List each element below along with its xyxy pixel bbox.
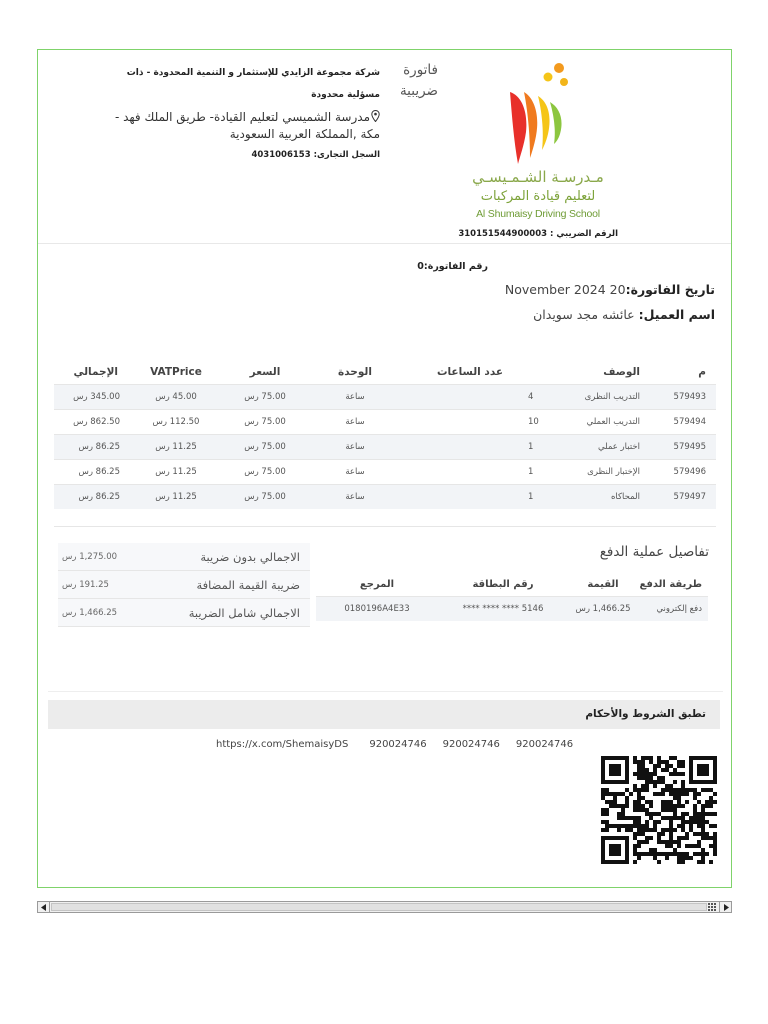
item-desc: الإختبار النظرى xyxy=(587,467,640,477)
item-desc: اختبار عملي xyxy=(597,442,640,452)
item-hours: 10 xyxy=(528,417,539,427)
col-header-price: السعر xyxy=(249,366,281,378)
totals-row xyxy=(58,543,310,571)
scroll-grip-icon xyxy=(707,902,717,912)
cr-number: 4031006153 xyxy=(251,150,311,160)
pay-card: **** **** **** 5146 xyxy=(462,604,544,614)
invoice-date-label: تاريخ الفاتورة: xyxy=(625,282,715,297)
phone-number: 920024746 xyxy=(369,738,427,750)
invoice-number-line xyxy=(288,261,488,272)
items-table-body xyxy=(54,384,716,509)
invoice-number-label: رقم الفاتورة: xyxy=(423,261,488,272)
school-logo xyxy=(468,62,608,220)
invoice-date: 20 November 2024 xyxy=(504,282,626,297)
item-unit: ساعة xyxy=(345,492,365,502)
arrow-left-icon xyxy=(41,904,47,911)
cr-label: السجل التجارى: xyxy=(313,150,380,160)
payment-table xyxy=(316,572,708,621)
item-hours: 1 xyxy=(528,467,534,477)
invoice-number: 0 xyxy=(417,261,424,272)
item-price: 75.00 رس xyxy=(244,442,286,452)
pay-header-ref: المرجع xyxy=(359,578,395,590)
item-vat: 11.25 رس xyxy=(155,442,197,452)
totals-label: الاجمالي شامل الضريبة xyxy=(188,605,300,620)
item-vat: 112.50 رس xyxy=(152,417,200,427)
logo-name-en: Al Shumaisy Driving School xyxy=(476,208,600,220)
totals-value: 1,275.00 رس xyxy=(62,551,118,562)
location-pin-icon xyxy=(371,110,380,122)
logo-subtitle-ar: لتعليم قيادة المركبات xyxy=(480,189,596,204)
item-no: 579496 xyxy=(673,467,706,477)
item-vat: 11.25 رس xyxy=(155,492,197,502)
commercial-register xyxy=(98,150,380,160)
payment-row xyxy=(316,596,708,621)
item-no: 579495 xyxy=(673,442,706,452)
item-hours: 1 xyxy=(528,492,534,502)
scroll-right-button[interactable] xyxy=(719,902,731,912)
document-type: فاتورة ضريبية xyxy=(399,62,438,99)
item-total: 86.25 رس xyxy=(78,467,120,477)
col-header-no: م xyxy=(698,366,706,378)
items-table xyxy=(54,360,716,509)
table-row xyxy=(54,459,716,484)
vat-number: 310151544900003 xyxy=(458,229,548,239)
arrow-right-icon xyxy=(723,904,729,911)
item-vat: 45.00 رس xyxy=(155,392,197,402)
item-no: 579493 xyxy=(673,392,706,402)
logo-name-ar: مـدرسـة الشـمـيسـي xyxy=(472,168,604,186)
pay-header-amount: القيمة xyxy=(587,578,619,590)
col-header-vat: VATPrice xyxy=(150,366,202,378)
totals-table xyxy=(58,543,310,627)
qr-code xyxy=(601,756,717,864)
social-link[interactable]: https://x.com/ShemaisyDS xyxy=(216,738,349,750)
table-row xyxy=(54,484,716,509)
vat-number-line xyxy=(338,229,618,239)
section-divider xyxy=(54,526,716,527)
vat-label: الرقم الضريبي : xyxy=(550,229,618,239)
scroll-left-button[interactable] xyxy=(38,902,50,912)
item-total: 86.25 رس xyxy=(78,442,120,452)
pay-header-method: طريقة الدفع xyxy=(639,578,702,590)
footer-divider xyxy=(48,691,723,692)
horizontal-scrollbar[interactable] xyxy=(37,901,732,913)
item-price: 75.00 رس xyxy=(244,392,286,402)
item-price: 75.00 رس xyxy=(244,467,286,477)
customer-name: عائشه مجد سويدان xyxy=(533,307,635,322)
totals-label: ضريبة القيمة المضافة xyxy=(196,577,300,592)
table-row xyxy=(54,384,716,409)
payment-title: تفاصيل عملية الدفع xyxy=(599,544,709,560)
totals-label: الاجمالي بدون ضريبة xyxy=(200,549,300,564)
item-unit: ساعة xyxy=(345,392,365,402)
items-table-header xyxy=(54,360,716,384)
customer-line xyxy=(533,307,715,322)
item-no: 579497 xyxy=(673,492,706,502)
item-total: 86.25 رس xyxy=(78,492,120,502)
totals-value: 191.25 رس xyxy=(62,579,109,590)
item-price: 75.00 رس xyxy=(244,492,286,502)
item-total: 862.50 رس xyxy=(73,417,120,427)
item-desc: التدريب النظرى xyxy=(584,392,640,402)
item-desc: المحاكاه xyxy=(610,492,640,502)
invoice-frame xyxy=(37,49,732,888)
col-header-desc: الوصف xyxy=(603,366,640,378)
item-unit: ساعة xyxy=(345,442,365,452)
contact-bar xyxy=(216,736,574,752)
pay-method: دفع إلكتروني xyxy=(656,604,702,614)
header-divider xyxy=(38,243,731,244)
scrollbar-thumb[interactable] xyxy=(51,903,707,911)
payment-table-header xyxy=(316,572,708,596)
pay-header-card: رقم البطاقة xyxy=(472,578,534,590)
totals-value: 1,466.25 رس xyxy=(62,607,118,618)
table-row xyxy=(54,434,716,459)
item-unit: ساعة xyxy=(345,467,365,477)
item-price: 75.00 رس xyxy=(244,417,286,427)
item-total: 345.00 رس xyxy=(73,392,120,402)
item-desc: التدريب العملي xyxy=(586,417,640,427)
totals-row xyxy=(58,571,310,599)
email-number: 920024746 xyxy=(515,738,574,750)
table-row xyxy=(54,409,716,434)
company-address-text: مدرسة الشميسي لتعليم القيادة- طريق الملك فهد - مكة ,المملكة العربية السعودية xyxy=(114,110,380,141)
invoice-date-line xyxy=(505,282,715,297)
terms-banner: تطبق الشروط والأحكام xyxy=(48,700,720,729)
col-header-hours: عدد الساعات xyxy=(436,366,504,378)
item-vat: 11.25 رس xyxy=(155,467,197,477)
item-hours: 1 xyxy=(528,442,534,452)
customer-label: اسم العميل: xyxy=(638,307,715,322)
col-header-total: الإجمالي xyxy=(73,366,118,378)
company-address xyxy=(98,109,380,143)
company-name: شركة مجموعة الزايدي للإستثمار و التنمية المحدودة - ذات مسؤلية محدودة xyxy=(126,68,380,100)
item-hours: 4 xyxy=(528,392,534,402)
logo-mark-icon xyxy=(504,62,574,166)
col-header-unit: الوحدة xyxy=(338,366,372,378)
totals-row xyxy=(58,599,310,627)
pay-ref: 0180196A4E33 xyxy=(344,604,410,614)
company-info xyxy=(98,62,380,160)
fax-number: 920024746 xyxy=(442,738,500,750)
item-unit: ساعة xyxy=(345,417,365,427)
item-no: 579494 xyxy=(673,417,706,427)
pay-amount: 1,466.25 رس xyxy=(575,604,631,614)
